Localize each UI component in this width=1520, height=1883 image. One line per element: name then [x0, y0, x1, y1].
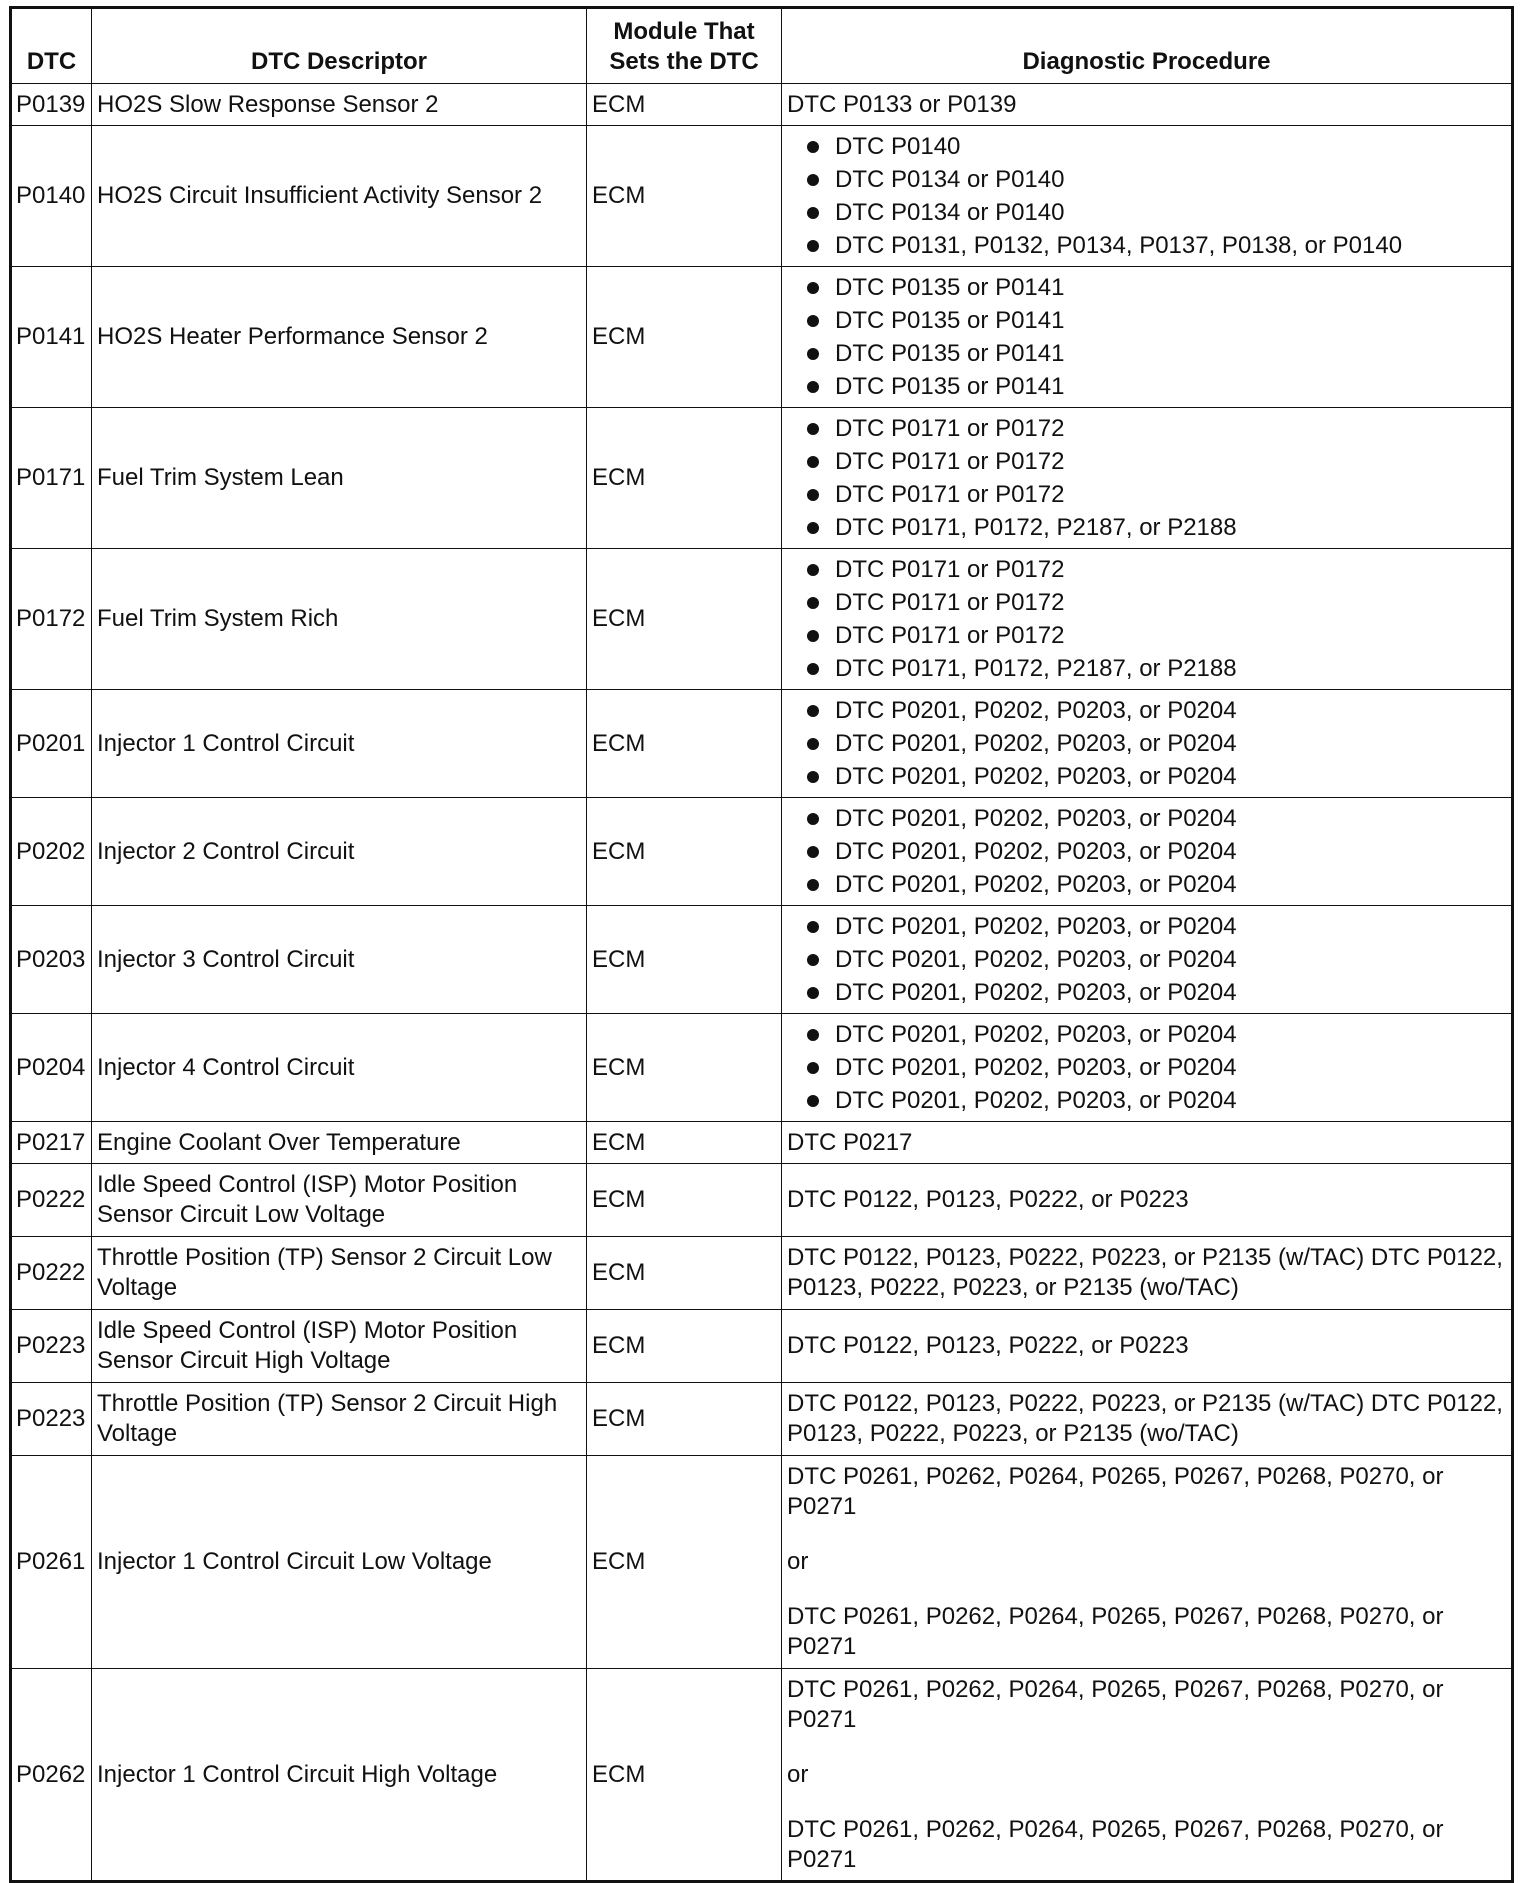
diagnostic-procedure-cell — [782, 1669, 1513, 1882]
procedure-link-text[interactable]: DTC P0135 or P0141 — [835, 307, 1065, 334]
table-row — [11, 126, 1513, 267]
bullet-icon — [807, 738, 819, 750]
dtc-descriptor-cell: Fuel Trim System Rich — [92, 549, 587, 690]
module-cell: ECM — [587, 84, 782, 126]
dtc-code-cell: P0203 — [11, 906, 92, 1014]
bullet-icon — [807, 954, 819, 966]
bullet-icon — [807, 348, 819, 360]
procedure-bullet-item — [805, 511, 1506, 544]
procedure-bullet-list — [787, 126, 1506, 266]
bullet-icon — [807, 771, 819, 783]
table-row — [11, 1456, 1513, 1669]
procedure-link-text[interactable]: DTC P0135 or P0141 — [835, 274, 1065, 301]
procedure-link-text[interactable]: DTC P0134 or P0140 — [835, 166, 1065, 193]
module-cell: ECM — [587, 906, 782, 1014]
procedure-bullet-item — [805, 760, 1506, 793]
diagnostic-procedure-cell — [782, 798, 1513, 906]
procedure-bullet-item — [805, 271, 1506, 304]
procedure-bullet-list — [787, 906, 1506, 1013]
procedure-link-text[interactable]: DTC P0261, P0262, P0264, P0265, P0267, P0268, P0270, or P0271 — [787, 1675, 1444, 1733]
dtc-code-cell: P0222 — [11, 1164, 92, 1237]
procedure-or-text: or — [787, 1760, 809, 1788]
procedure-link-text[interactable]: DTC P0201, P0202, P0203, or P0204 — [835, 1087, 1237, 1114]
procedure-bullet-item — [805, 727, 1506, 760]
module-cell: ECM — [587, 549, 782, 690]
bullet-icon — [807, 564, 819, 576]
module-cell: ECM — [587, 1164, 782, 1237]
bullet-icon — [807, 1095, 819, 1107]
procedure-link-text[interactable]: DTC P0131, P0132, P0134, P0137, P0138, or P0140 — [835, 232, 1403, 259]
dtc-descriptor-cell: Fuel Trim System Lean — [92, 408, 587, 549]
procedure-link-text[interactable]: DTC P0171, P0172, P2187, or P2188 — [835, 655, 1237, 682]
procedure-link-text[interactable]: DTC P0122, P0123, P0222, P0223, or P2135 (w/TAC) DTC P0122, P0123, P0222, P0223, or P2135 (wo/TAC) — [787, 1244, 1503, 1301]
bullet-icon — [807, 630, 819, 642]
bullet-icon — [807, 315, 819, 327]
bullet-icon — [807, 381, 819, 393]
module-cell: ECM — [587, 126, 782, 267]
dtc-descriptor-cell: Injector 3 Control Circuit — [92, 906, 587, 1014]
dtc-code-cell: P0223 — [11, 1310, 92, 1383]
procedure-bullet-item — [805, 478, 1506, 511]
diagnostic-procedure-cell — [782, 267, 1513, 408]
table-row — [11, 798, 1513, 906]
dtc-code-cell: P0261 — [11, 1456, 92, 1669]
dtc-code-cell: P0172 — [11, 549, 92, 690]
procedure-link-text[interactable]: DTC P0217 — [787, 1128, 913, 1156]
procedure-bullet-item — [805, 1084, 1506, 1117]
procedure-link-text[interactable]: DTC P0122, P0123, P0222, P0223, or P2135 (w/TAC) DTC P0122, P0123, P0222, P0223, or P2135 (wo/TAC) — [787, 1390, 1503, 1447]
table-row — [11, 1669, 1513, 1882]
procedure-bullet-item — [805, 943, 1506, 976]
table-row — [11, 267, 1513, 408]
procedure-bullet-list — [787, 267, 1506, 407]
diagnostic-procedure-cell — [782, 1164, 1513, 1237]
bullet-icon — [807, 921, 819, 933]
procedure-bullet-list — [787, 549, 1506, 689]
module-cell: ECM — [587, 408, 782, 549]
bullet-icon — [807, 282, 819, 294]
procedure-link-text[interactable]: DTC P0135 or P0141 — [835, 373, 1065, 400]
dtc-code-cell: P0171 — [11, 408, 92, 549]
dtc-code-cell: P0223 — [11, 1383, 92, 1456]
procedure-bullet-item — [805, 445, 1506, 478]
header-module-line2: Sets the DTC — [609, 48, 759, 75]
bullet-icon — [807, 240, 819, 252]
procedure-link-text[interactable]: DTC P0122, P0123, P0222, or P0223 — [787, 1332, 1189, 1359]
procedure-link-text[interactable]: DTC P0201, P0202, P0203, or P0204 — [835, 1021, 1237, 1048]
procedure-link-text[interactable]: DTC P0171 or P0172 — [835, 589, 1065, 616]
procedure-link-text[interactable]: DTC P0261, P0262, P0264, P0265, P0267, P0268, P0270, or P0271 — [787, 1463, 1444, 1520]
procedure-link-text[interactable]: DTC P0201, P0202, P0203, or P0204 — [835, 805, 1237, 832]
module-cell: ECM — [587, 1014, 782, 1122]
bullet-icon — [807, 522, 819, 534]
procedure-bullet-item — [805, 1051, 1506, 1084]
procedure-link-text[interactable]: DTC P0201, P0202, P0203, or P0204 — [835, 1054, 1237, 1081]
procedure-bullet-item — [805, 802, 1506, 835]
table-row — [11, 1164, 1513, 1237]
diagnostic-procedure-cell — [782, 1237, 1513, 1310]
procedure-bullet-item — [805, 163, 1506, 196]
table-row — [11, 84, 1513, 126]
bullet-icon — [807, 846, 819, 858]
procedure-link-text[interactable]: DTC P0171 or P0172 — [835, 556, 1065, 583]
procedure-bullet-item — [805, 196, 1506, 229]
dtc-descriptor-cell: Idle Speed Control (ISP) Motor Position Sensor Circuit High Voltage — [92, 1310, 587, 1383]
bullet-icon — [807, 1029, 819, 1041]
procedure-link-text[interactable]: DTC P0134 or P0140 — [835, 199, 1065, 226]
procedure-link-text[interactable]: DTC P0171 or P0172 — [835, 448, 1065, 475]
procedure-bullet-item — [805, 412, 1506, 445]
procedure-link-text[interactable]: DTC P0201, P0202, P0203, or P0204 — [835, 763, 1237, 790]
dtc-code-cell: P0217 — [11, 1122, 92, 1164]
procedure-bullet-list — [787, 408, 1506, 548]
procedure-link-text[interactable]: DTC P0201, P0202, P0203, or P0204 — [835, 697, 1237, 724]
procedure-bullet-item — [805, 370, 1506, 403]
module-cell: ECM — [587, 1383, 782, 1456]
procedure-link-text[interactable]: DTC P0201, P0202, P0203, or P0204 — [835, 979, 1237, 1006]
procedure-or-text: or — [787, 1548, 809, 1575]
dtc-descriptor-cell: Injector 1 Control Circuit Low Voltage — [92, 1456, 587, 1669]
bullet-icon — [807, 663, 819, 675]
procedure-link-text[interactable]: DTC P0201, P0202, P0203, or P0204 — [835, 913, 1237, 940]
procedure-link-text[interactable]: DTC P0201, P0202, P0203, or P0204 — [835, 871, 1237, 898]
dtc-descriptor-cell: Engine Coolant Over Temperature — [92, 1122, 587, 1164]
table-row — [11, 906, 1513, 1014]
header-module — [587, 8, 782, 84]
bullet-icon — [807, 879, 819, 891]
dtc-code-cell: P0204 — [11, 1014, 92, 1122]
diagnostic-procedure-cell — [782, 408, 1513, 549]
dtc-code-cell: P0140 — [11, 126, 92, 267]
diagnostic-procedure-cell — [782, 84, 1513, 126]
table-row — [11, 1237, 1513, 1310]
procedure-bullet-item — [805, 910, 1506, 943]
procedure-bullet-list — [787, 1014, 1506, 1121]
dtc-code-cell: P0202 — [11, 798, 92, 906]
diagnostic-procedure-cell — [782, 549, 1513, 690]
table-row — [11, 690, 1513, 798]
dtc-code-cell: P0201 — [11, 690, 92, 798]
bullet-icon — [807, 987, 819, 999]
procedure-link-text[interactable]: DTC P0171, P0172, P2187, or P2188 — [835, 514, 1237, 541]
bullet-icon — [807, 141, 819, 153]
bullet-icon — [807, 489, 819, 501]
procedure-link-text[interactable]: DTC P0133 or P0139 — [787, 90, 1017, 118]
procedure-bullet-item — [805, 586, 1506, 619]
procedure-link-text[interactable]: DTC P0261, P0262, P0264, P0265, P0267, P0268, P0270, or P0271 — [787, 1815, 1444, 1873]
bullet-icon — [807, 423, 819, 435]
procedure-bullet-list — [787, 798, 1506, 905]
procedure-link-text[interactable]: DTC P0201, P0202, P0203, or P0204 — [835, 838, 1237, 865]
table-row — [11, 549, 1513, 690]
dtc-descriptor-cell: Injector 1 Control Circuit — [92, 690, 587, 798]
dtc-descriptor-cell: Idle Speed Control (ISP) Motor Position Sensor Circuit Low Voltage — [92, 1164, 587, 1237]
bullet-icon — [807, 813, 819, 825]
procedure-bullet-item — [805, 130, 1506, 163]
dtc-descriptor-cell: Injector 1 Control Circuit High Voltage — [92, 1669, 587, 1882]
module-cell: ECM — [587, 1456, 782, 1669]
diagnostic-procedure-cell — [782, 1456, 1513, 1669]
procedure-bullet-item — [805, 652, 1506, 685]
diagnostic-procedure-cell — [782, 1014, 1513, 1122]
procedure-spacer — [787, 1735, 1506, 1760]
table-row — [11, 1122, 1513, 1164]
procedure-link-text[interactable]: DTC P0201, P0202, P0203, or P0204 — [835, 730, 1237, 757]
header-module-line1: Module That — [613, 18, 755, 45]
table-header — [11, 8, 1513, 84]
procedure-bullet-item — [805, 868, 1506, 901]
procedure-link-text[interactable]: DTC P0171 or P0172 — [835, 415, 1065, 442]
procedure-bullet-item — [805, 1018, 1506, 1051]
procedure-bullet-item — [805, 229, 1506, 262]
module-cell: ECM — [587, 1122, 782, 1164]
dtc-code-cell: P0139 — [11, 84, 92, 126]
diagnostic-procedure-cell — [782, 1122, 1513, 1164]
diagnostic-procedure-cell — [782, 906, 1513, 1014]
diagnostic-procedure-cell — [782, 1383, 1513, 1456]
diagnostic-procedure-cell — [782, 126, 1513, 267]
table-row — [11, 1383, 1513, 1456]
dtc-code-cell: P0262 — [11, 1669, 92, 1882]
procedure-link-text[interactable]: DTC P0140 — [835, 133, 961, 160]
dtc-code-cell: P0222 — [11, 1237, 92, 1310]
module-cell: ECM — [587, 690, 782, 798]
diagnostic-procedure-cell — [782, 690, 1513, 798]
procedure-spacer — [787, 1577, 1506, 1602]
header-row — [11, 8, 1513, 84]
procedure-bullet-item — [805, 694, 1506, 727]
procedure-link-text[interactable]: DTC P0261, P0262, P0264, P0265, P0267, P0268, P0270, or P0271 — [787, 1603, 1444, 1660]
bullet-icon — [807, 456, 819, 468]
procedure-bullet-item — [805, 976, 1506, 1009]
header-descriptor: DTC Descriptor — [92, 8, 587, 84]
dtc-code-cell: P0141 — [11, 267, 92, 408]
bullet-icon — [807, 207, 819, 219]
procedure-bullet-item — [805, 835, 1506, 868]
table-row — [11, 408, 1513, 549]
procedure-link-text[interactable]: DTC P0135 or P0141 — [835, 340, 1065, 367]
dtc-table — [9, 6, 1514, 1883]
table-row — [11, 1014, 1513, 1122]
procedure-bullet-item — [805, 619, 1506, 652]
table-body — [11, 84, 1513, 1882]
dtc-descriptor-cell: HO2S Circuit Insufficient Activity Sensor 2 — [92, 126, 587, 267]
bullet-icon — [807, 597, 819, 609]
bullet-icon — [807, 174, 819, 186]
module-cell: ECM — [587, 1310, 782, 1383]
header-procedure: Diagnostic Procedure — [782, 8, 1513, 84]
table-row — [11, 1310, 1513, 1383]
procedure-bullet-item — [805, 553, 1506, 586]
diagnostic-procedure-cell — [782, 1310, 1513, 1383]
procedure-bullet-list — [787, 690, 1506, 797]
procedure-bullet-item — [805, 337, 1506, 370]
module-cell: ECM — [587, 798, 782, 906]
procedure-spacer — [787, 1790, 1506, 1815]
dtc-descriptor-cell: HO2S Heater Performance Sensor 2 — [92, 267, 587, 408]
bullet-icon — [807, 1062, 819, 1074]
procedure-spacer — [787, 1522, 1506, 1547]
dtc-descriptor-cell: HO2S Slow Response Sensor 2 — [92, 84, 587, 126]
module-cell: ECM — [587, 1669, 782, 1882]
dtc-descriptor-cell: Injector 2 Control Circuit — [92, 798, 587, 906]
bullet-icon — [807, 705, 819, 717]
dtc-descriptor-cell: Throttle Position (TP) Sensor 2 Circuit Low Voltage — [92, 1237, 587, 1310]
procedure-link-text[interactable]: DTC P0122, P0123, P0222, or P0223 — [787, 1186, 1189, 1213]
procedure-link-text[interactable]: DTC P0201, P0202, P0203, or P0204 — [835, 946, 1237, 973]
dtc-descriptor-cell: Throttle Position (TP) Sensor 2 Circuit High Voltage — [92, 1383, 587, 1456]
procedure-link-text[interactable]: DTC P0171 or P0172 — [835, 481, 1065, 508]
procedure-bullet-item — [805, 304, 1506, 337]
module-cell: ECM — [587, 267, 782, 408]
header-dtc: DTC — [11, 8, 92, 84]
procedure-link-text[interactable]: DTC P0171 or P0172 — [835, 622, 1065, 649]
dtc-descriptor-cell: Injector 4 Control Circuit — [92, 1014, 587, 1122]
module-cell: ECM — [587, 1237, 782, 1310]
